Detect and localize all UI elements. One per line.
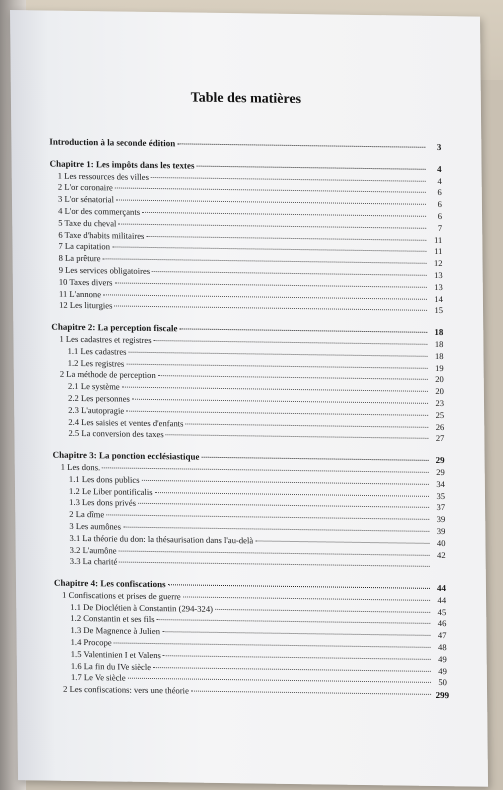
toc-entry-page: 34 — [436, 478, 445, 489]
toc-entry-page: 13 — [434, 281, 443, 292]
dot-leader — [142, 212, 426, 217]
dot-leader — [103, 294, 427, 300]
toc-entry-label: 2.4 Les saisies et ventes d'enfants — [68, 416, 184, 428]
toc-entry-label: 1.1 De Dioclétien à Constantin (294-324) — [70, 601, 214, 614]
toc-entry-label: Chapitre 2: La perception fiscale — [51, 321, 178, 334]
toc-entry-label: 2 Les confiscations: vers une théorie — [63, 684, 189, 696]
toc-entry-page: 7 — [437, 222, 443, 233]
toc-entry-page: 11 — [434, 246, 443, 257]
dot-leader — [114, 306, 427, 311]
toc-entry-label: Chapitre 4: Les confiscations — [53, 577, 166, 590]
toc-entry-label: 3.1 La théorie du don: la thésaurisation dans l'au-delà — [69, 532, 254, 546]
toc-entry-label: 10 Taxes divers — [58, 276, 113, 288]
toc-entry-label: Chapitre 1: Les impôts dans les textes — [49, 158, 195, 171]
dot-leader — [183, 596, 430, 600]
toc-entry-label: 1.3 Les dons privés — [69, 497, 137, 509]
dot-leader — [116, 200, 426, 205]
dot-leader — [102, 467, 429, 473]
toc-entry-label: 4 L'or des commerçants — [58, 205, 141, 217]
toc-entry-label: 1.4 Procope — [70, 636, 112, 648]
dot-leader — [201, 457, 428, 461]
dot-leader — [114, 643, 431, 648]
toc-entry-label: 2 La méthode de perception — [59, 369, 156, 381]
dot-leader — [158, 375, 428, 380]
toc-entry-label: 1.6 La fin du IVe siècle — [70, 660, 152, 672]
toc-entry-page: 42 — [436, 549, 446, 560]
toc-entry-page: 29 — [436, 466, 445, 478]
page-title: Table des matières — [190, 90, 302, 108]
dot-leader — [179, 329, 427, 333]
toc-entry-page: 6 — [437, 199, 442, 210]
dot-leader — [106, 514, 429, 520]
toc-entry-page: 50 — [438, 677, 448, 688]
dot-leader — [119, 562, 430, 567]
dot-leader — [103, 258, 427, 264]
toc-entry-label: 2.3 L'autopragie — [68, 404, 125, 416]
toc-entry-page: 14 — [434, 293, 443, 304]
dot-leader — [162, 631, 430, 636]
toc-entry-label: 1.2 Les registres — [67, 357, 125, 369]
toc-entry-label: 6 Taxe d'habits militaires — [58, 229, 145, 241]
toc-entry-page: 3 — [436, 141, 442, 153]
toc-entry-label: Chapitre 3: La ponction ecclésiastique — [52, 449, 200, 462]
toc-entry-page: 13 — [434, 269, 443, 281]
dot-leader — [154, 340, 428, 345]
toc-entry-page: 18 — [434, 327, 444, 338]
dot-leader — [157, 620, 431, 625]
dot-leader — [151, 177, 426, 182]
dot-leader — [215, 609, 430, 613]
toc-entry-page: 12 — [433, 258, 443, 269]
toc-entry-page: 20 — [435, 386, 444, 397]
toc-entry-page: 11 — [433, 234, 443, 245]
toc-entry-page: 40 — [436, 537, 446, 548]
toc-entry-page: 46 — [437, 618, 447, 629]
toc-entry-page: 37 — [436, 502, 446, 513]
toc-entry-page: 6 — [437, 187, 442, 198]
toc-entry-label: 2 La dîme — [69, 508, 105, 520]
dot-leader — [152, 271, 427, 276]
dot-leader — [119, 550, 430, 555]
toc-entry-page: 26 — [435, 421, 445, 432]
toc-entry-page: 27 — [435, 433, 445, 444]
toc-entry-label: 1.5 Valentinien I et Valens — [70, 648, 161, 661]
toc-entry-label: 1 Les cadastres et registres — [59, 333, 152, 345]
toc-entry-page: 49 — [438, 665, 447, 676]
dot-leader — [163, 655, 431, 660]
toc-entry-label: 1 Les ressources des villes — [57, 170, 149, 182]
toc-entry-page: 29 — [435, 455, 445, 466]
dot-leader — [142, 480, 429, 485]
toc-entry-label: Introduction à la seconde édition — [49, 136, 176, 149]
toc-entry-label: 12 Les liturgies — [59, 300, 113, 311]
toc-entry-page: 39 — [436, 514, 446, 525]
toc-entry-label: 5 Taxe du cheval — [58, 217, 117, 229]
page-number: 299 — [435, 689, 450, 701]
toc-entry-label: 3.3 La charité — [69, 556, 118, 567]
dot-leader — [153, 667, 431, 672]
toc-entry-label: 1.7 Le Ve siècle — [70, 672, 126, 684]
toc-entry-page: 15 — [434, 305, 444, 316]
toc-entry-label: 3 Les aumônes — [69, 520, 122, 532]
dot-leader — [123, 527, 429, 532]
toc-entry-page: 20 — [435, 374, 444, 385]
toc-entry-label: 2 L'or coronaire — [57, 182, 113, 193]
toc-entry-label: 1.3 De Magnence à Julien — [70, 625, 161, 637]
toc-entry-page: 39 — [436, 525, 446, 537]
dot-leader — [115, 188, 426, 193]
dot-leader — [126, 410, 428, 415]
dot-leader — [177, 143, 425, 147]
toc-entry-label: 1.2 Constantin et ses fils — [70, 613, 155, 625]
toc-entry-page: 48 — [437, 642, 447, 653]
toc-entry-label: 1.1 Les dons publics — [68, 473, 140, 485]
toc-entry-page: 47 — [437, 630, 447, 641]
toc-entry-page: 6 — [437, 210, 443, 222]
dot-leader — [132, 399, 428, 404]
toc-entry-label: 2.1 Le système — [67, 380, 120, 392]
dot-leader — [112, 247, 426, 252]
toc-entry-page: 25 — [435, 409, 445, 420]
toc-entry-page: 49 — [438, 653, 447, 665]
dot-leader — [128, 678, 431, 683]
dot-leader — [185, 423, 428, 427]
dot-leader — [129, 351, 428, 356]
dot-leader — [122, 387, 428, 392]
dot-leader — [255, 540, 429, 543]
toc-entry-page: 44 — [437, 594, 447, 606]
toc-entry-label: 7 La capitation — [58, 241, 111, 252]
toc-entry-page: 4 — [437, 175, 442, 186]
toc-entry-label: 3.2 L'aumône — [69, 544, 117, 556]
toc-entry-label: 2.5 La conversion des taxes — [68, 428, 164, 440]
dot-leader — [166, 435, 429, 440]
book-page — [10, 10, 488, 787]
toc-entry-label: 1 Confiscations et prises de guerre — [62, 589, 181, 602]
toc-entry-page: 18 — [434, 350, 444, 361]
dot-leader — [138, 503, 429, 508]
dot-leader — [168, 584, 430, 589]
toc-entry-label: 11 L'annone — [58, 288, 102, 299]
toc-entry-page: 44 — [436, 583, 447, 594]
toc-entry-label: 8 La prêture — [58, 252, 101, 264]
dot-leader — [118, 223, 426, 228]
toc-entry-page: 4 — [437, 163, 442, 174]
toc-entry-page: 23 — [435, 397, 445, 409]
dot-leader — [126, 363, 427, 368]
toc-entry-label: 3 L'or sénatorial — [57, 193, 114, 205]
dot-leader — [114, 282, 426, 287]
toc-entry-label: 1.1 Les cadastres — [67, 345, 127, 357]
dot-leader — [155, 492, 429, 497]
toc-entry-label: 1.2 Le Liber pontificalis — [68, 485, 153, 497]
toc-entry-label: 9 Les services obligatoires — [58, 264, 151, 276]
dot-leader — [146, 235, 426, 240]
toc-entry-page: 18 — [434, 338, 444, 350]
table-of-contents — [49, 137, 447, 702]
toc-entry-label: 1 Les dons. — [60, 461, 101, 473]
toc-entry-page: 19 — [435, 362, 444, 373]
toc-entry-label: 2.2 Les personnes — [67, 392, 130, 404]
toc-entry-page: 45 — [437, 606, 447, 617]
dot-leader — [196, 165, 425, 169]
dot-leader — [191, 691, 431, 695]
toc-entry-page: 35 — [436, 490, 446, 501]
